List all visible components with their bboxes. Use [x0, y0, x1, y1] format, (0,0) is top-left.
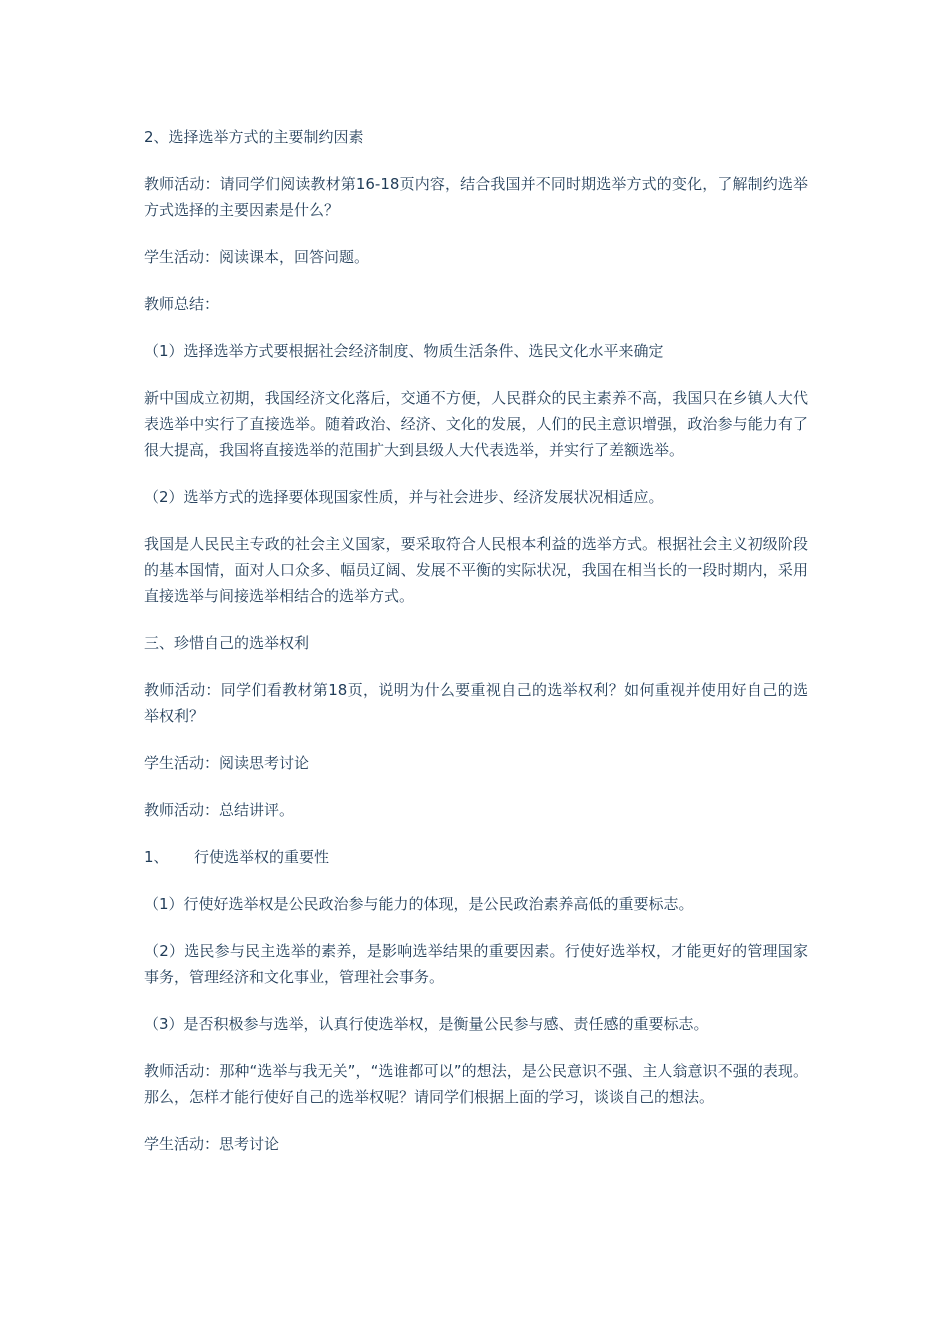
section-heading: 三、珍惜自己的选举权利 — [144, 634, 310, 652]
paragraph: （2）选举方式的选择要体现国家性质，并与社会进步、经济发展状况相适应。 — [144, 488, 664, 506]
paragraph: 教师活动：总结讲评。 — [144, 801, 295, 819]
document-page — [144, 124, 808, 1178]
paragraph: （2）选民参与民主选举的素养，是影响选举结果的重要因素。行使好选举权，才能更好的管理国家事务，管理经济和文化事业，管理社会事务。 — [144, 942, 808, 986]
paragraph: 我国是人民民主专政的社会主义国家，要采取符合人民根本利益的选举方式。根据社会主义初级阶段的基本国情，面对人口众多、幅员辽阔、发展不平衡的实际状况，我国在相当长的一段时期内，采用直接选举与间接选举相结合的选举方式。 — [144, 535, 808, 605]
list-item-text: 行使选举权的重要性 — [194, 848, 330, 866]
paragraph: 学生活动：阅读思考讨论 — [144, 754, 310, 772]
paragraph: 教师活动：请同学们阅读教材第16-18页内容，结合我国并不同时期选举方式的变化，了解制约选举方式选择的主要因素是什么？ — [144, 175, 808, 219]
list-item-number: 1、 — [144, 848, 169, 866]
paragraph: 教师活动：那种“选举与我无关”，“选谁都可以”的想法，是公民意识不强、主人翁意识不强的表现。那么，怎样才能行使好自己的选举权呢？请同学们根据上面的学习，谈谈自己的想法。 — [144, 1062, 808, 1106]
paragraph: 教师总结： — [144, 295, 220, 313]
list-item — [144, 844, 808, 870]
paragraph: （1）选择选举方式要根据社会经济制度、物质生活条件、选民文化水平来确定 — [144, 342, 664, 360]
paragraph: 学生活动：思考讨论 — [144, 1135, 280, 1153]
section-heading: 2、选择选举方式的主要制约因素 — [144, 128, 364, 146]
paragraph: （1）行使好选举权是公民政治参与能力的体现，是公民政治素养高低的重要标志。 — [144, 895, 694, 913]
paragraph: （3）是否积极参与选举，认真行使选举权，是衡量公民参与感、责任感的重要标志。 — [144, 1015, 709, 1033]
paragraph: 新中国成立初期，我国经济文化落后，交通不方便，人民群众的民主素养不高，我国只在乡镇人大代表选举中实行了直接选举。随着政治、经济、文化的发展，人们的民主意识增强，政治参与能力有了很大提高，我国将直接选举的范围扩大到县级人大代表选举，并实行了差额选举。 — [144, 389, 808, 459]
paragraph: 教师活动：同学们看教材第18页，说明为什么要重视自己的选举权利？如何重视并使用好自己的选举权利？ — [144, 681, 808, 725]
paragraph: 学生活动：阅读课本，回答问题。 — [144, 248, 370, 266]
